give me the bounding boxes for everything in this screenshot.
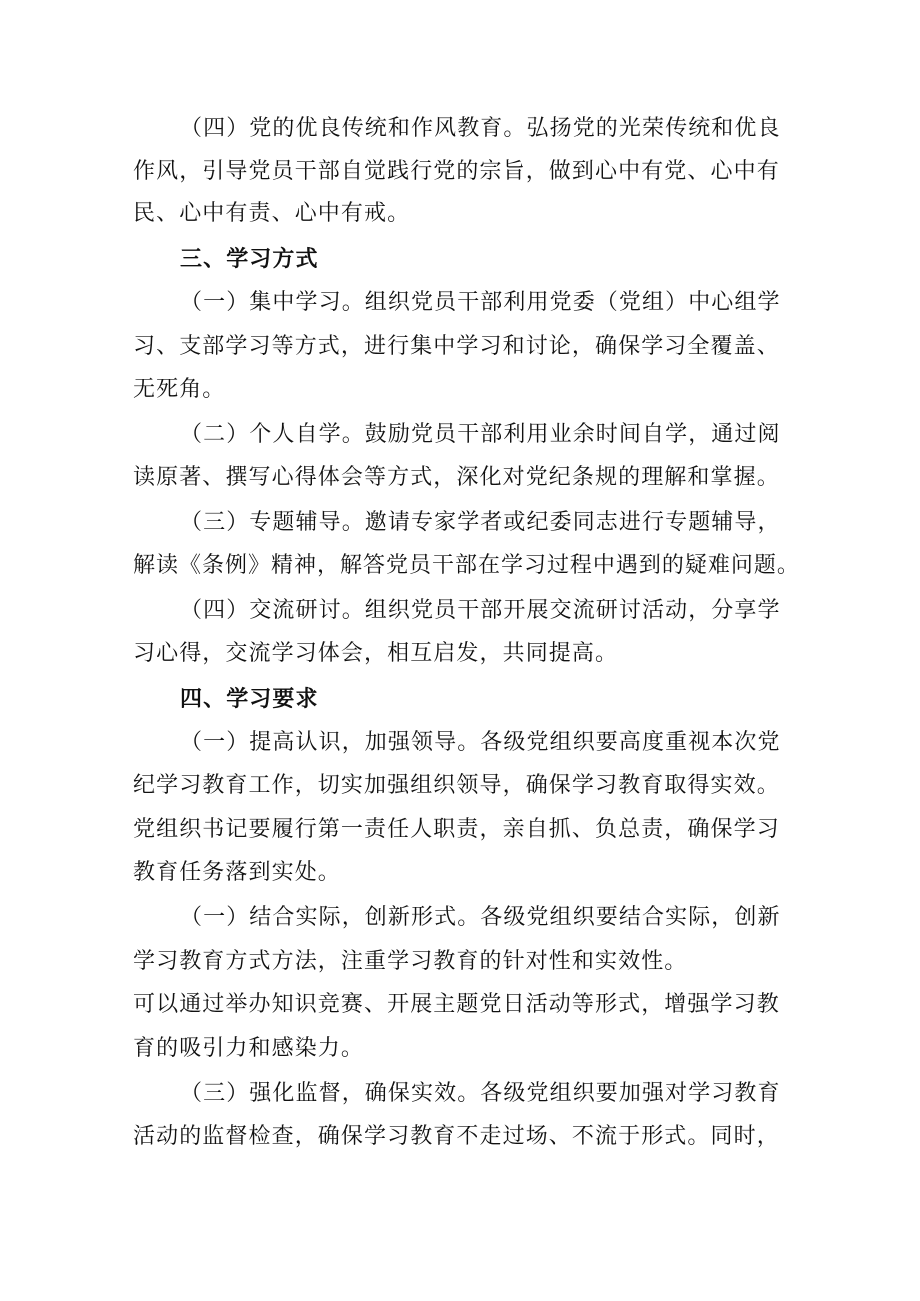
section-heading-study-requirements: 四、学习要求 — [180, 686, 319, 712]
paragraph-line: 民、心中有责、心中有戒。 — [133, 201, 411, 226]
paragraph-line: （二）个人自学。鼓励党员干部利用业余时间自学，通过阅 — [180, 422, 781, 447]
paragraph-line: 学习教育方式方法，注重学习教育的针对性和实效性。 — [133, 949, 688, 974]
paragraph-line: 可以通过举办知识竞赛、开展主题党日活动等形式，增强学习教 — [133, 992, 780, 1017]
paragraph-line: 作风，引导党员干部自觉践行党的宗旨，做到心中有党、心中有 — [133, 159, 780, 184]
paragraph-line: 纪学习教育工作，切实加强组织领导，确保学习教育取得实效。 — [133, 773, 780, 798]
paragraph-line: （四）交流研讨。组织党员干部开展交流研讨活动，分享学 — [180, 598, 781, 623]
paragraph-line: （一）结合实际，创新形式。各级党组织要结合实际，创新 — [180, 905, 781, 930]
paragraph-line: 读原著、撰写心得体会等方式，深化对党纪条规的理解和掌握。 — [133, 465, 780, 490]
paragraph-line: 党组织书记要履行第一责任人职责，亲自抓、负总责，确保学习 — [133, 817, 780, 842]
paragraph-line: 无死角。 — [133, 377, 226, 402]
paragraph-line: 解读《条例》精神，解答党员干部在学习过程中遇到的疑难问题。 — [133, 553, 800, 578]
paragraph-line: 育的吸引力和感染力。 — [133, 1036, 365, 1061]
paragraph-line: （三）专题辅导。邀请专家学者或纪委同志进行专题辅导， — [180, 510, 781, 535]
paragraph-line: 习、支部学习等方式，进行集中学习和讨论，确保学习全覆盖、 — [133, 334, 780, 359]
paragraph-line: 教育任务落到实处。 — [133, 860, 341, 885]
section-heading-study-methods: 三、学习方式 — [180, 246, 319, 272]
paragraph-line: （一）提高认识，加强领导。各级党组织要高度重视本次党 — [180, 730, 781, 755]
paragraph-line: （三）强化监督，确保实效。各级党组织要加强对学习教育 — [180, 1081, 781, 1106]
paragraph-line: 活动的监督检查，确保学习教育不走过场、不流于形式。同时， — [133, 1124, 780, 1149]
paragraph-line: （一）集中学习。组织党员干部利用党委（党组）中心组学 — [180, 290, 781, 315]
paragraph-line: （四）党的优良传统和作风教育。弘扬党的光荣传统和优良 — [180, 116, 781, 141]
paragraph-line: 习心得，交流学习体会，相互启发，共同提高。 — [133, 641, 619, 666]
